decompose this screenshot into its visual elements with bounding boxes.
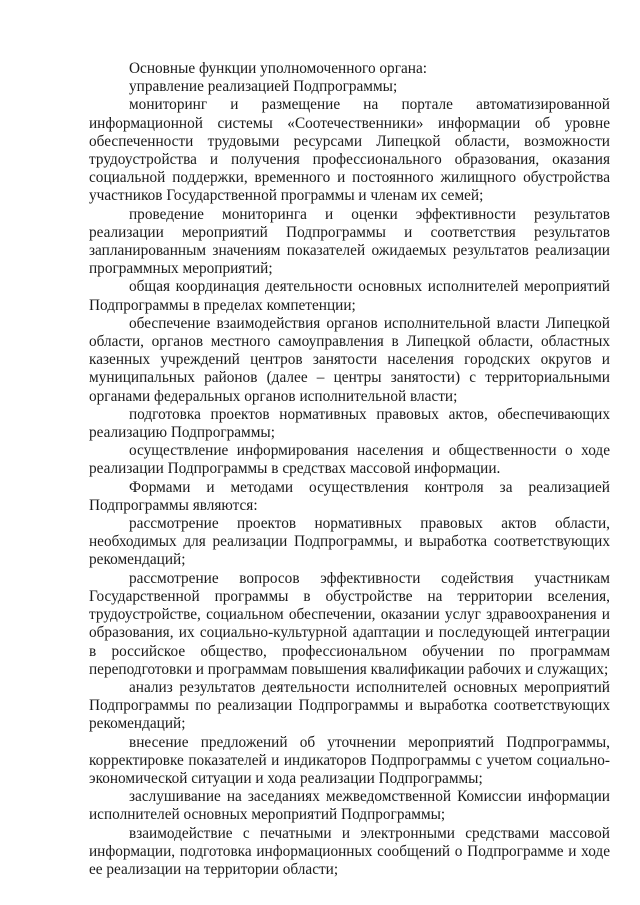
paragraph-media: взаимодействие с печатными и электронными средствами массовой информации, подготовка информационных сообщений о Подпрограмме и ходе ее реализации на территории области; [89, 824, 610, 878]
paragraph-coordination: общая координация деятельности основных исполнителей мероприятий Подпрограммы в пределах компетенции; [89, 278, 610, 314]
paragraph-management: управление реализацией Подпрограммы; [129, 78, 398, 96]
paragraph-hearings: заслушивание на заседаниях межведомственной Комиссии информации исполнителей основных мероприятий Подпрограммы; [89, 788, 610, 824]
paragraph-analysis: анализ результатов деятельности исполнителей основных мероприятий Подпрограммы по реализации Подпрограммы и выработка соответствующих рекомендаций; [89, 678, 610, 733]
document-page [89, 60, 610, 879]
paragraph-review-acts: рассмотрение проектов нормативных правовых актов области, необходимых для реализации Подпрограммы, и выработка соответствующих рекомендаций; [89, 515, 610, 569]
paragraph-review-efficiency: рассмотрение вопросов эффективности содействия участникам Государственной программы в обустройстве на территории вселения, трудоустройстве, социальном обеспечении, оказании услуг здравоохранения и образования, их социально-культурной адаптации и последующей интеграции в российское общество, профессиональном обучении по программам переподготовки и программам повышения квалификации рабочих и служащих; [89, 569, 610, 678]
paragraph-functions-heading: Основные функции уполномоченного органа: [129, 60, 427, 77]
paragraph-proposals: внесение предложений об уточнении мероприятий Подпрограммы, корректировке показателей и индикаторов Подпрограммы с учетом социально-экономической ситуации и хода реализации Подпрограммы; [89, 733, 610, 787]
paragraph-interaction: обеспечение взаимодействия органов исполнительной власти Липецкой области, органов местного самоуправления в Липецкой области, областных казенных учреждений центров занятости населения городских округов и муниципальных районов (далее – центры занятости) с территориальными органами федеральных органов исполнительной власти; [89, 314, 610, 405]
paragraph-legal-acts: подготовка проектов нормативных правовых актов, обеспечивающих реализацию Подпрограммы; [89, 405, 610, 442]
paragraph-control-methods-heading: Формами и методами осуществления контроля за реализацией Подпрограммы являются: [89, 478, 610, 514]
paragraph-monitoring: мониторинг и размещение на портале автоматизированной информационной системы «Соотечественники» информации об уровне обеспеченности трудовыми ресурсами Липецкой области, возможности трудоустройства и получения профессионального образования, оказания социальной поддержки, временного и постоянного жилищного обустройства участников Государственной программы и членам их семей; [89, 96, 610, 205]
paragraph-informing: осуществление информирования населения и общественности о ходе реализации Подпрограммы в средствах массовой информации. [89, 442, 610, 478]
paragraph-evaluation: проведение мониторинга и оценки эффективности результатов реализации мероприятий Подпрограммы и соответствия результатов запланированным значениям показателей ожидаемых результатов реализации программных мероприятий; [89, 205, 610, 278]
